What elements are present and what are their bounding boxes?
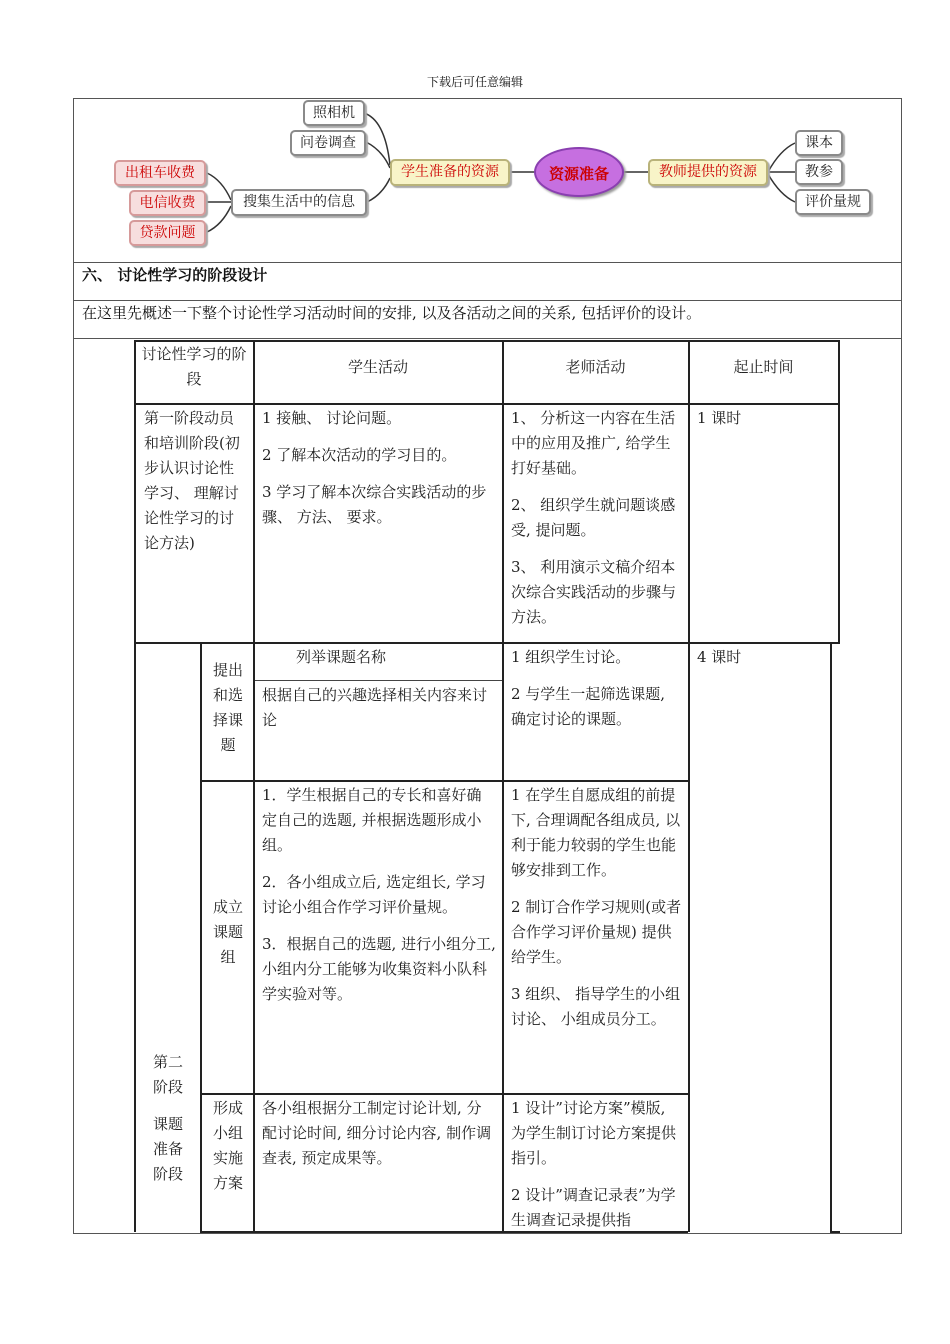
sub2-student-item: 1．学生根据自己的专长和喜好确定自己的选题, 并根据选题形成小组。: [262, 786, 482, 854]
link-camera: [364, 113, 390, 165]
section-intro: 在这里先概述一下整个讨论性学习活动时间的安排, 以及各活动之间的关系, 包括评价的设计。: [82, 304, 702, 322]
page-header-note: 下载后可任意编辑: [426, 75, 523, 89]
sub3-student: 各小组根据分工制定讨论计划, 分配讨论时间, 细分讨论内容, 制作调查表, 预定成果等。: [262, 1099, 492, 1167]
table-row-border: [200, 1093, 688, 1095]
sub1-student-bottom: 根据自己的兴趣选择相关内容来讨论: [262, 686, 488, 729]
mindmap-node-teacher-resources: 教师提供的资源: [648, 159, 768, 186]
header-student-activity: 学生活动: [347, 358, 408, 376]
table-col-border: [502, 340, 504, 1232]
sub3-teacher-item: 2 设计”调查记录表”为学生调查记录提供指: [511, 1186, 676, 1229]
table-header-border: [134, 403, 840, 405]
sub3-teacher-item: 1 设计”讨论方案”模版, 为学生制订讨论方案提供指引。: [511, 1099, 677, 1167]
table-col-border: [134, 340, 136, 1232]
divider: [73, 338, 902, 339]
header-stage: 讨论性学习的阶段: [141, 345, 247, 388]
stage1-time: 1 课时: [697, 409, 742, 427]
mindmap-node-taxi: 出租车收费: [114, 160, 206, 186]
mindmap-node-loan: 贷款问题: [129, 220, 206, 246]
stage1-teacher-cell: [511, 406, 683, 642]
table-row-border: [254, 680, 502, 681]
stage2-time: 4 课时: [697, 648, 742, 666]
mindmap-center-node: 资源准备: [534, 147, 624, 197]
stage1-teacher-item: 1、 分析这一内容在生活中的应用及推广, 给学生打好基础。: [511, 409, 676, 477]
sub1-teacher-item: 1 组织学生讨论。: [511, 648, 631, 666]
divider: [73, 300, 902, 301]
stage1-teacher-item: 2、 组织学生就问题谈感受, 提问题。: [511, 496, 676, 539]
sub2-teacher-item: 3 组织、 指导学生的小组讨论、 小组成员分工。: [511, 985, 681, 1028]
stage1-teacher-item: 3、 利用演示文稿介绍本次综合实践活动的步骤与方法。: [511, 558, 677, 626]
mindmap-node-survey: 问卷调查: [290, 130, 366, 156]
sub2-teacher-cell: [511, 783, 683, 1044]
sub2-name: 成立课题组: [212, 898, 243, 966]
sub2-teacher-item: 1 在学生自愿成组的前提下, 合理调配各组成员, 以利于能力较弱的学生也能够安排到工作。: [511, 786, 681, 879]
table-row-border: [134, 642, 840, 644]
table-col-border: [253, 340, 255, 1232]
mindmap-node-textbook: 课本: [795, 130, 843, 156]
stage1-student-item: 3 学习了解本次综合实践活动的步骤、 方法、 要求。: [262, 483, 487, 526]
table-row-border: [200, 780, 688, 782]
link-info: [367, 178, 390, 202]
sub3-name: 形成小组实施方案: [212, 1099, 243, 1192]
mindmap-node-student-resources: 学生准备的资源: [390, 159, 510, 186]
section-title: 六、 讨论性学习的阶段设计: [82, 266, 268, 284]
mindmap-node-rubric: 评价量规: [795, 189, 871, 215]
stage2-name-line1: 第二阶段: [152, 1053, 183, 1096]
sub2-teacher-item: 2 制订合作学习规则(或者合作学习评价量规) 提供给学生。: [511, 898, 682, 966]
sub1-name: 提出和选择课题: [212, 661, 243, 754]
sub1-student-top: 列举课题名称: [296, 648, 387, 666]
link-textbook: [768, 143, 795, 172]
stage1-student-item: 2 了解本次活动的学习目的。: [262, 446, 457, 464]
stage1-name: 第一阶段动员和培训阶段(初步认识讨论性学习、 理解讨论性学习的讨论方法): [144, 409, 240, 552]
mindmap-node-collect-info: 搜集生活中的信息: [231, 189, 367, 216]
table-col-border: [688, 340, 690, 1232]
table-col-border: [838, 340, 840, 644]
link-rubric: [768, 174, 795, 202]
stage1-student-item: 1 接触、 讨论问题。: [262, 409, 402, 427]
sub2-student-item: 3．根据自己的选题, 进行小组分工, 小组内分工能够为收集资料小队科学实验对等。: [262, 935, 496, 1003]
stage2-name-line2: 课题准备阶段: [152, 1115, 183, 1183]
mindmap-node-reference: 教参: [795, 159, 843, 185]
sub1-teacher-item: 2 与学生一起筛选课题, 确定讨论的课题。: [511, 685, 666, 728]
stage1-student-cell: [262, 406, 496, 542]
sub2-student-item: 2．各小组成立后, 选定组长, 学习讨论小组合作学习评价量规。: [262, 873, 486, 916]
table-col-border: [200, 642, 202, 1232]
table-col-border: [830, 642, 832, 1232]
table-bottom-border: [200, 1231, 688, 1233]
sub2-student-cell: [262, 783, 496, 1019]
sub1-teacher-cell: [511, 645, 683, 744]
header-teacher-activity: 老师活动: [565, 358, 626, 376]
sub3-teacher-cell: [511, 1096, 683, 1230]
header-time: 起止时间: [733, 358, 794, 376]
mindmap-node-telecom: 电信收费: [129, 190, 206, 216]
link-loan: [207, 206, 231, 232]
mindmap-node-camera: 照相机: [303, 100, 365, 126]
link-taxi: [207, 173, 231, 200]
